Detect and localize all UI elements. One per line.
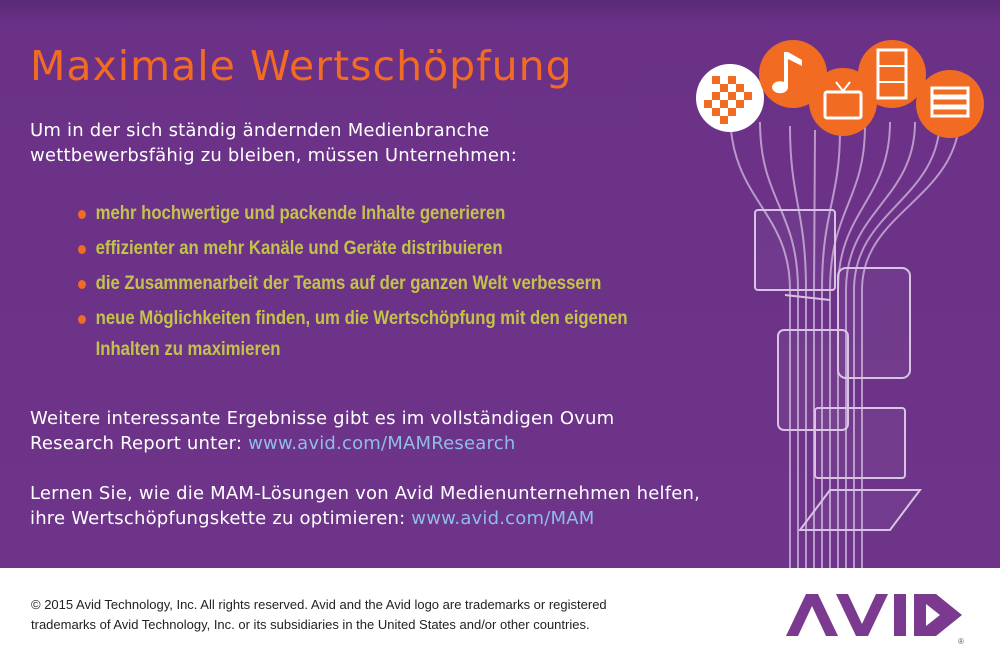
mam-line-1: Lernen Sie, wie die MAM-Lösungen von Avid Medienunternehmen helfen, [30,483,701,504]
bullet-text: die Zusammenarbeit der Teams auf der ganzen Welt verbessern [95,273,602,294]
bullet-item [78,198,606,229]
avid-logo [786,586,971,646]
mam-link[interactable]: www.avid.com/MAM [411,508,595,529]
bullet-item [78,233,606,264]
research-prefix: Research Report unter: [30,433,249,454]
bullet-text: mehr hochwertige und packende Inhalte generieren [95,203,506,224]
bullet-dot-icon [78,315,86,324]
bullet-dot-icon [78,280,86,289]
bullet-list [78,198,678,365]
bullet-item [78,303,628,365]
mam-prefix: ihre Wertschöpfungskette zu optimieren: [30,508,412,529]
mam-paragraph [30,481,750,531]
copyright-line-1: © 2015 Avid Technology, Inc. All rights reserved. Avid and the Avid logo are trademarks or registered [31,597,607,612]
mam-line-2 [30,506,750,531]
laptop-screen-outline [815,408,905,478]
intro-line-1: Um in der sich ständig ändernden Medienbranche [30,120,490,141]
copyright-line-2: trademarks of Avid Technology, Inc. or its subsidiaries in the United States and/or other countries. [31,617,590,632]
bullet-text: neue Möglichkeiten finden, um die Wertschöpfung mit den eigenen [95,308,628,329]
laptop-base-outline [800,490,920,530]
bullet-text-continued: Inhalten zu maximieren [95,339,281,360]
monitor-outline [755,210,835,290]
bullet-text: effizienter an mehr Kanäle und Geräte distribuieren [95,238,503,259]
research-line-1: Weitere interessante Ergebnisse gibt es im vollständigen Ovum [30,408,615,429]
bullet-dot-icon [78,245,86,254]
headline: Maximale Wertschöpfung [30,42,573,90]
registered-mark: ® [958,637,964,646]
bullet-item [78,268,606,299]
research-link[interactable]: www.avid.com/MAMResearch [248,433,516,454]
bullet-dot-icon [78,210,86,219]
footer [0,568,1000,653]
book-stack-icon [916,70,984,138]
research-paragraph [30,406,710,456]
media-illustration [690,30,990,568]
intro-line-2: wettbewerbsfähig zu bleiben, müssen Unternehmen: [30,145,518,166]
copyright-text [31,595,711,635]
intro-text [30,118,590,168]
icon-cluster [696,40,984,138]
research-line-2 [30,431,710,456]
